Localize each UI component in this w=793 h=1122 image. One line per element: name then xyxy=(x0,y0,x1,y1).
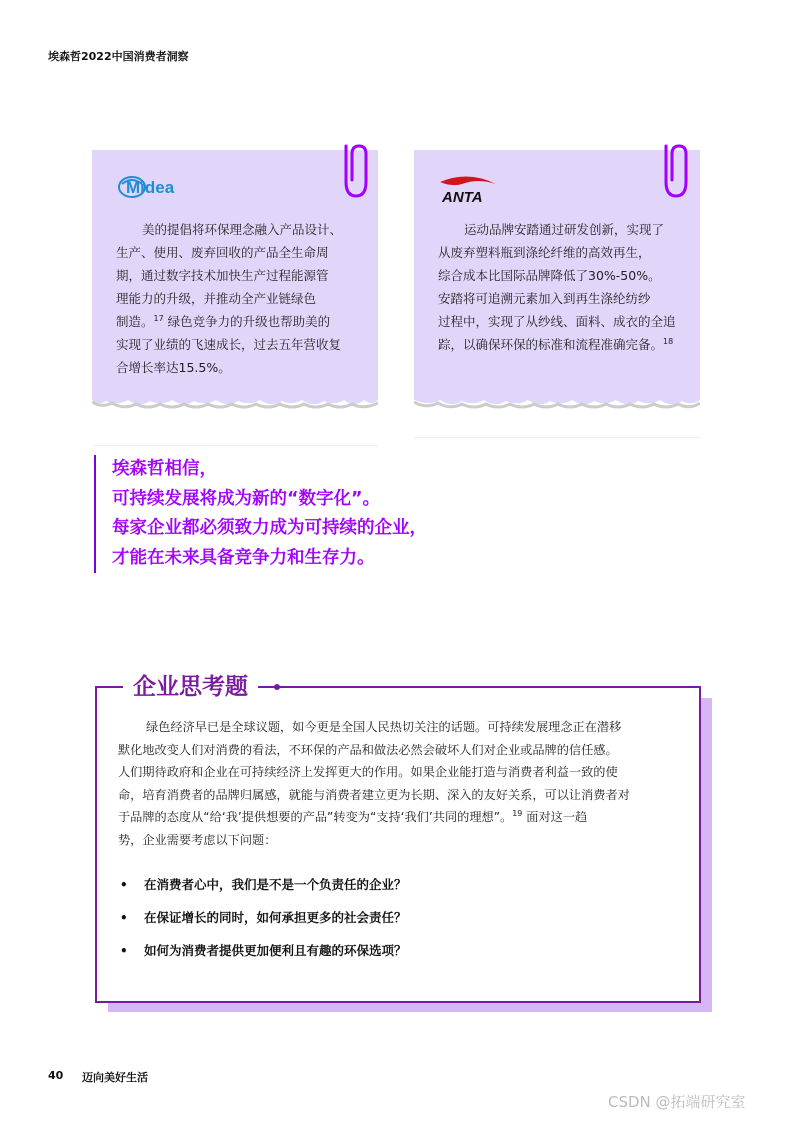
torn-paper-edge xyxy=(92,386,378,412)
list-item: • 在保证增长的同时，如何承担更多的社会责任？ xyxy=(120,910,407,925)
footer-section-title: 迈向美好生活 xyxy=(82,1071,148,1084)
highlight-quote xyxy=(94,455,427,573)
quote-line: 可持续发展将成为新的“数字化”。 xyxy=(112,488,381,509)
svg-text:ANTA: ANTA xyxy=(442,189,483,206)
quote-line: 才能在未来具备竞争力和生存力。 xyxy=(112,547,375,568)
divider xyxy=(93,445,378,446)
quote-line: 埃森哲相信， xyxy=(112,459,217,479)
midea-logo xyxy=(116,172,196,206)
midea-case-card xyxy=(92,150,378,395)
thinking-paragraph: 绿色经济早已是全球议题，如今更是全国人民热切关注的话题。可持续发展理念正在潜移 默化地改变人们对消费的看法，不环保的产品和做法必然会破坏人们对企业或品牌的信任感。 人们期待政府和企业在可持续经济上发挥更大的作用。如果企业能打造与消费者利益一致的使 命，培育消费者的品牌归属感，就能与消费者建立更为长期、深入的友好关系，可以让消费者对 于品牌的态度从“给‘我’提供想要的产品”转变为“支持‘我们’共同的理想”。$^{19}$ 面对这一趋 势，企业需要考虑以下问题： xyxy=(118,720,630,847)
list-item: • 在消费者心中，我们是不是一个负责任的企业？ xyxy=(120,877,407,892)
report-header: 埃森哲2022中国消费者洞察 xyxy=(48,50,189,63)
torn-paper-edge xyxy=(414,386,700,412)
footnote-ref: 19 xyxy=(512,809,523,819)
footnote-ref: 17 xyxy=(153,313,164,323)
anta-case-text: 运动品牌安踏通过研发创新，实现了 从废弃塑料瓶到涤纶纤维的高效再生， 综合成本比国际品牌降低了30%-50%。 安踏将可追溯元素加入到再生涤纶纺纱 过程中，实现了从纱线、面料、成衣的全追 踪，以确保环保的标准和流程准确完备。$^{18}$ xyxy=(438,222,676,352)
page-number: 40 xyxy=(48,1069,64,1082)
divider xyxy=(414,437,700,438)
list-item: • 如何为消费者提供更加便利且有趣的环保选项？ xyxy=(120,943,407,958)
quote-line: 每家企业都必须致力成为可持续的企业， xyxy=(112,518,427,538)
paperclip-icon xyxy=(658,142,690,206)
question-list xyxy=(118,872,407,971)
midea-case-text: 美的提倡将环保理念融入产品设计、 生产、使用、废弃回收的产品全生命周 期，通过数字技术加快生产过程能源管 理能力的升级，并推动全产业链绿色 制造。$^{17}$ 绿色竞争力的升级也帮助美的 实现了业绩的飞速成长，过去五年营收复 合增长率达15.5%。 xyxy=(116,222,343,375)
watermark: CSDN @拓端研究室 xyxy=(608,1093,746,1111)
svg-text:Midea: Midea xyxy=(126,178,175,197)
footnote-ref: 18 xyxy=(663,336,674,346)
anta-case-card xyxy=(414,150,700,395)
title-dot xyxy=(274,684,280,690)
anta-logo xyxy=(438,172,502,210)
box-title: 企业思考题 xyxy=(123,670,258,704)
paperclip-icon xyxy=(338,142,370,206)
